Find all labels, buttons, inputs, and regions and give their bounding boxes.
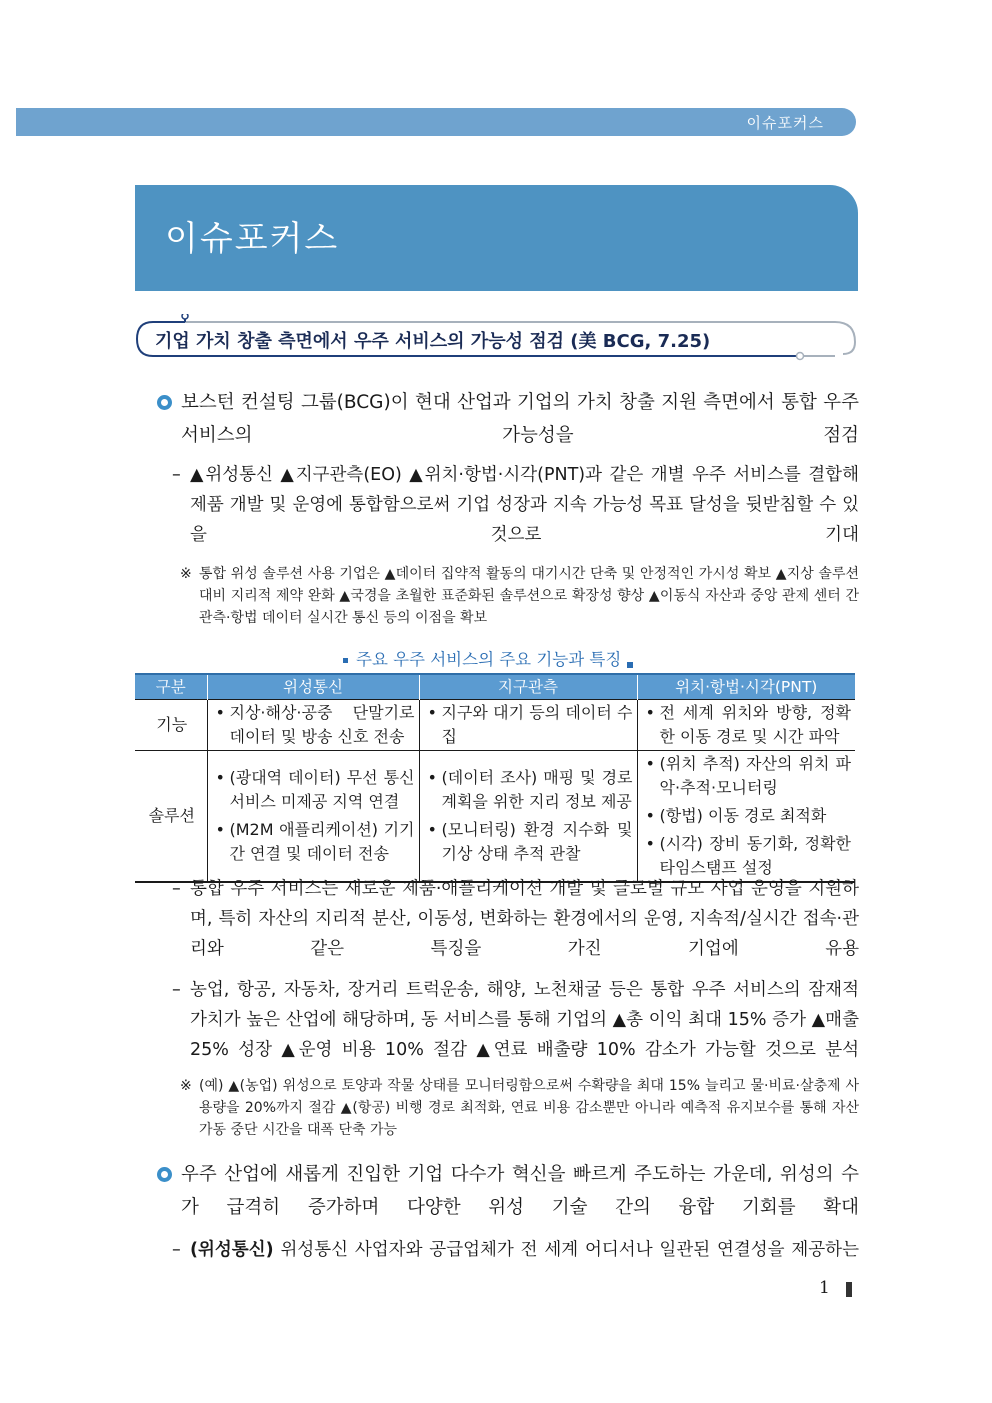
cell-item: • (데이터 조사) 매핑 및 경로 계획을 위한 지리 정보 제공: [426, 766, 633, 814]
section1-dash-text: ▲위성통신 ▲지구관측(EO) ▲위치·항법·시각(PNT)과 같은 개별 우주 서비스를 결합해 제품 개발 및 운영에 통합함으로써 기업 성장과 지속 가능성 목표 달성을 뒷받침할 수 있을 것으로 기대: [190, 465, 859, 545]
dash-mark: –: [172, 1240, 181, 1260]
section3-dash: [172, 1235, 859, 1265]
table-caption: [335, 646, 633, 670]
note-mark: ※: [180, 1078, 192, 1094]
caption-square-icon: [343, 658, 348, 663]
table-header-cell: 위치·항법·시각(PNT): [637, 674, 855, 700]
table-cell: [419, 751, 637, 883]
cell-item: • (항법) 이동 경로 최적화: [644, 804, 852, 828]
cell-item: • (M2M 애플리케이션) 기기 간 연결 및 데이터 전송: [214, 818, 415, 866]
table-row-label: 솔루션: [135, 751, 207, 883]
dash-mark: –: [172, 879, 181, 899]
table-row: [135, 751, 855, 883]
cell-item: • (광대역 데이터) 무선 통신 서비스 미제공 지역 연결: [214, 766, 415, 814]
section2-dash-2-text: 농업, 항공, 자동차, 장거리 트럭운송, 해양, 노천채굴 등은 통합 우주 서비스의 잠재적 가치가 높은 산업에 해당하며, 동 서비스를 통해 기업의 ▲총 이익 최대 15% 증가 ▲매출 25% 성장 ▲운영 비용 10% 절감 ▲연료 배출량 10% 감소가 가능할 것으로 분석: [190, 980, 859, 1060]
section2-note-text: (예) ▲(농업) 위성으로 토양과 작물 상태를 모니터링함으로써 수확량을 최대 15% 늘리고 물·비료·살충제 사용량을 20%까지 절감 ▲(항공) 비행 경로 최적화, 연료 비용 감소뿐만 아니라 예측적 유지보수를 통해 자산 가동 중단 시간을 대폭 단축 가능: [199, 1078, 859, 1138]
cell-item: • (시각) 장비 동기화, 정확한 타임스탬프 설정: [644, 832, 852, 880]
table-caption-text: 주요 우주 서비스의 주요 기능과 특징: [356, 650, 622, 669]
section3-dash-text: [190, 1235, 859, 1265]
section1-dash: [172, 460, 859, 550]
table-header-cell: 지구관측: [419, 674, 637, 700]
cell-item: • 지구와 대기 등의 데이터 수집: [426, 701, 633, 749]
section3-bullet-text: 우주 산업에 새롭게 진입한 기업 다수가 혁신을 빠르게 주도하는 가운데, 위성의 수가 급격히 증가하며 다양한 위성 기술 간의 융합 기회를 확대: [181, 1164, 859, 1218]
header-band-label: 이슈포커스: [746, 114, 824, 132]
section1-note-text: 통합 위성 솔루션 사용 기업은 ▲데이터 집약적 활동의 대기시간 단축 및 안정적인 가시성 확보 ▲지상 솔루션 대비 지리적 제약 완화 ▲국경을 초월한 표준화된 솔루션으로 확장성 향상 ▲이동식 자산과 중앙 관제 센터 간 관측·항법 데이터 실시간 통신 등의 이점을 확보: [199, 566, 859, 626]
section1-bullet-text: 보스턴 컨설팅 그룹(BCG)이 현대 산업과 기업의 가치 창출 지원 측면에서 통합 우주 서비스의 가능성을 점검: [181, 392, 859, 446]
page-number: 1: [819, 1278, 830, 1298]
cell-item: • 지상·해상·공중 단말기로 데이터 및 방송 신호 전송: [214, 701, 415, 749]
circle-bullet-icon: [157, 395, 172, 410]
section2-dash-2: [172, 975, 859, 1065]
circle-bullet-icon: [157, 1167, 172, 1182]
cell-item: • (위치 추적) 자산의 위치 파악·추적·모니터링: [644, 752, 852, 800]
table-cell: [637, 700, 855, 751]
table-header-cell: 구분: [135, 674, 207, 700]
section1-bullet: [157, 386, 859, 452]
caption-square-icon: [627, 662, 633, 668]
section3-bullet: [157, 1158, 859, 1224]
section2-note: [180, 1075, 859, 1141]
section3-dash-rest: 위성통신 사업자와 공급업체가 전 세계 어디서나 일관된 연결성을 제공하는: [273, 1240, 859, 1260]
section3-dash-bold: (위성통신): [190, 1240, 274, 1260]
title-block: [135, 185, 858, 291]
table-header-cell: 위성통신: [207, 674, 419, 700]
headline-frame: [135, 318, 858, 360]
table-row: [135, 700, 855, 751]
section2-dash-1: [172, 874, 859, 964]
table-cell: [419, 700, 637, 751]
table-row-label: 기능: [135, 700, 207, 751]
headline-text: 기업 가치 창출 측면에서 우주 서비스의 가능성 점검 (美 BCG, 7.25): [155, 331, 711, 352]
dash-mark: –: [172, 465, 181, 485]
table-cell: [207, 700, 419, 751]
page-number-bar: [846, 1282, 852, 1297]
table-header-row: [135, 674, 855, 700]
cell-item: • (모니터링) 환경 지수화 및 기상 상태 추적 관찰: [426, 818, 633, 866]
dash-mark: –: [172, 980, 181, 1000]
services-table: [135, 673, 855, 883]
header-band: [16, 108, 856, 136]
note-mark: ※: [180, 566, 192, 582]
section1-note: [180, 563, 859, 629]
page-title: 이슈포커스: [165, 219, 340, 259]
cell-item: • 전 세계 위치와 방향, 정확한 이동 경로 및 시간 파악: [644, 701, 852, 749]
section2-dash-1-text: 통합 우주 서비스는 새로운 제품·애플리케이션 개발 및 글로벌 규모 사업 운영을 지원하며, 특히 자산의 지리적 분산, 이동성, 변화하는 환경에서의 운영, 지속적/실시간 접속·관리와 같은 특징을 가진 기업에 유용: [190, 879, 859, 959]
table-cell: [207, 751, 419, 883]
table-cell: [637, 751, 855, 883]
